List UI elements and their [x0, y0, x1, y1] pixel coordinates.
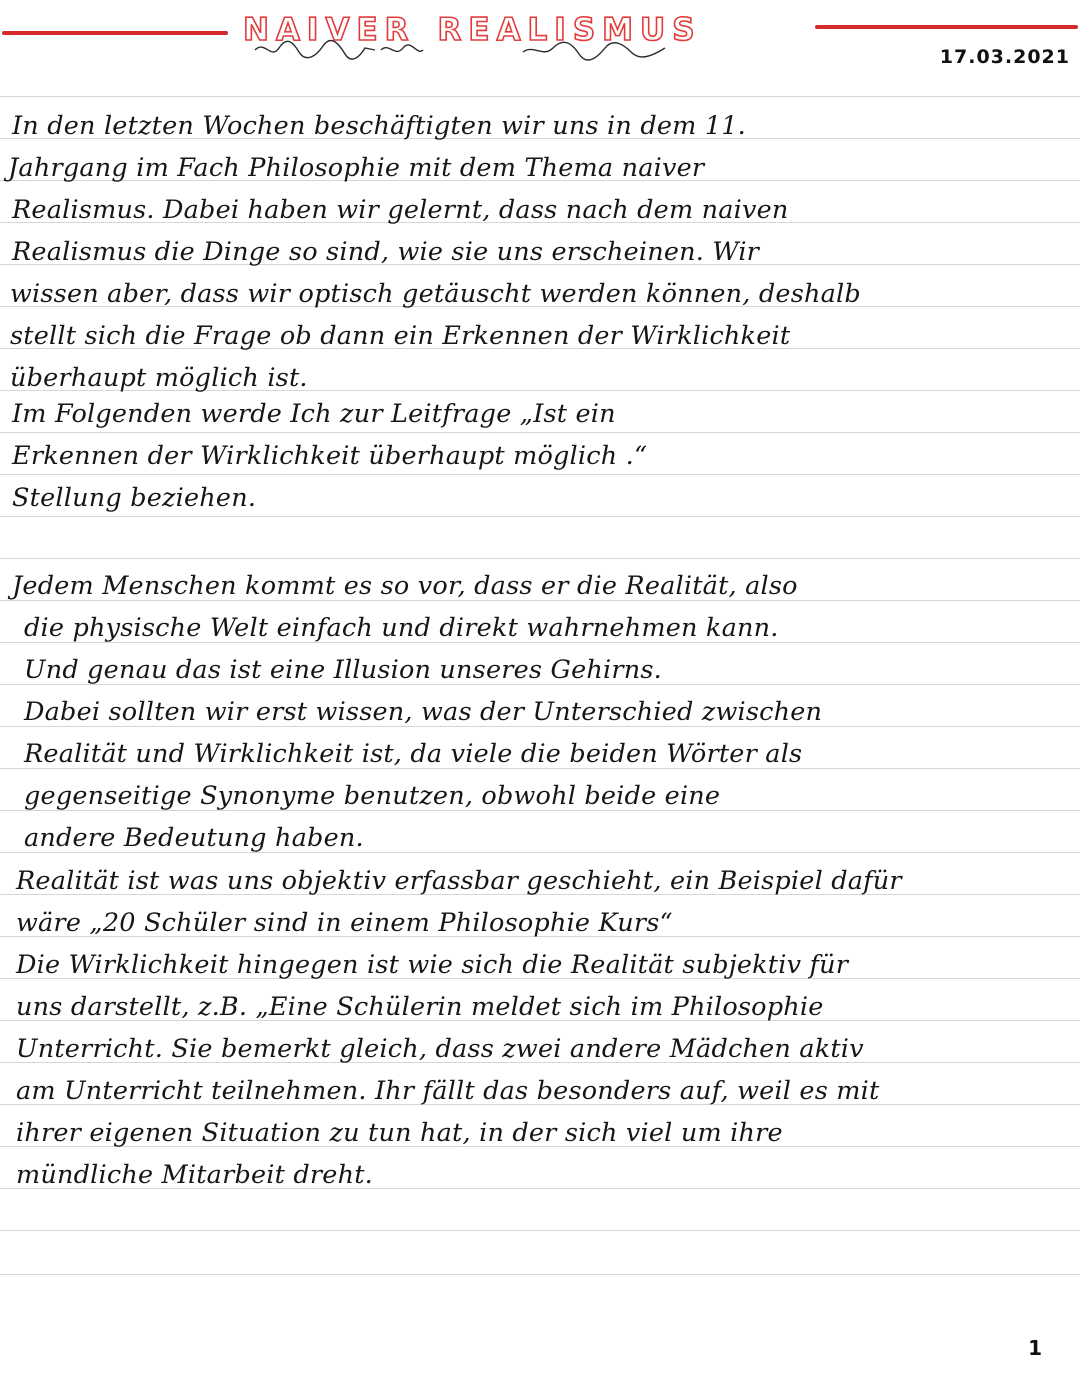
text-line: uns darstellt, z.B. „Eine Schülerin meldet sich im Philosophie — [16, 992, 824, 1022]
text-line: stellt sich die Frage ob dann ein Erkennen der Wirklichkeit — [10, 321, 791, 351]
text-line: wäre „20 Schüler sind in einem Philosophie Kurs“ — [16, 908, 673, 938]
text-line: gegenseitige Synonyme benutzen, obwohl beide eine — [24, 781, 721, 811]
rule-line — [0, 1230, 1080, 1231]
header-rule-right — [815, 25, 1078, 29]
text-line: Realität ist was uns objektiv erfassbar geschieht, ein Beispiel dafür — [16, 866, 902, 896]
text-line: überhaupt möglich ist. — [10, 363, 308, 393]
header-rule-left — [2, 31, 228, 35]
text-line: Die Wirklichkeit hingegen ist wie sich die Realität subjektiv für — [16, 950, 849, 980]
title-word-realismus: REALISMUS — [437, 12, 702, 48]
text-line: Realität und Wirklichkeit ist, da viele die beiden Wörter als — [24, 739, 803, 769]
text-line: Jedem Menschen kommt es so vor, dass er die Realität, also — [12, 571, 798, 601]
text-line: Stellung beziehen. — [12, 483, 257, 513]
title-word-naiver: NAIVER — [243, 12, 416, 48]
text-line: Unterricht. Sie bemerkt gleich, dass zwei andere Mädchen aktiv — [16, 1034, 864, 1064]
text-line: Im Folgenden werde Ich zur Leitfrage „Ist ein — [12, 399, 616, 429]
text-line: die physische Welt einfach und direkt wahrnehmen kann. — [24, 613, 779, 643]
rule-line — [0, 1274, 1080, 1275]
date-label: 17.03.2021 — [939, 46, 1070, 68]
text-line: Realismus die Dinge so sind, wie sie uns erscheinen. Wir — [12, 237, 760, 267]
page-number: 1 — [1028, 1336, 1042, 1360]
rule-line — [0, 474, 1080, 475]
text-line: Erkennen der Wirklichkeit überhaupt möglich .“ — [12, 441, 648, 471]
text-line: ihrer eigenen Situation zu tun hat, in der sich viel um ihre — [16, 1118, 783, 1148]
page-title — [243, 12, 805, 56]
text-line: In den letzten Wochen beschäftigten wir uns in dem 11. — [12, 111, 746, 141]
text-line: Und genau das ist eine Illusion unseres Gehirns. — [24, 655, 662, 685]
text-line: Jahrgang im Fach Philosophie mit dem Thema naiver — [8, 153, 705, 183]
rule-line — [0, 96, 1080, 97]
handwritten-signature-scribble — [253, 36, 673, 62]
text-line: andere Bedeutung haben. — [24, 823, 364, 853]
text-line: Realismus. Dabei haben wir gelernt, dass nach dem naiven — [12, 195, 789, 225]
rule-line — [0, 432, 1080, 433]
text-line: Dabei sollten wir erst wissen, was der Unterschied zwischen — [24, 697, 823, 727]
rule-line — [0, 516, 1080, 517]
text-line: mündliche Mitarbeit dreht. — [16, 1160, 373, 1190]
rule-line — [0, 558, 1080, 559]
text-line: wissen aber, dass wir optisch getäuscht werden können, deshalb — [10, 279, 861, 309]
text-line: am Unterricht teilnehmen. Ihr fällt das besonders auf, weil es mit — [16, 1076, 880, 1106]
